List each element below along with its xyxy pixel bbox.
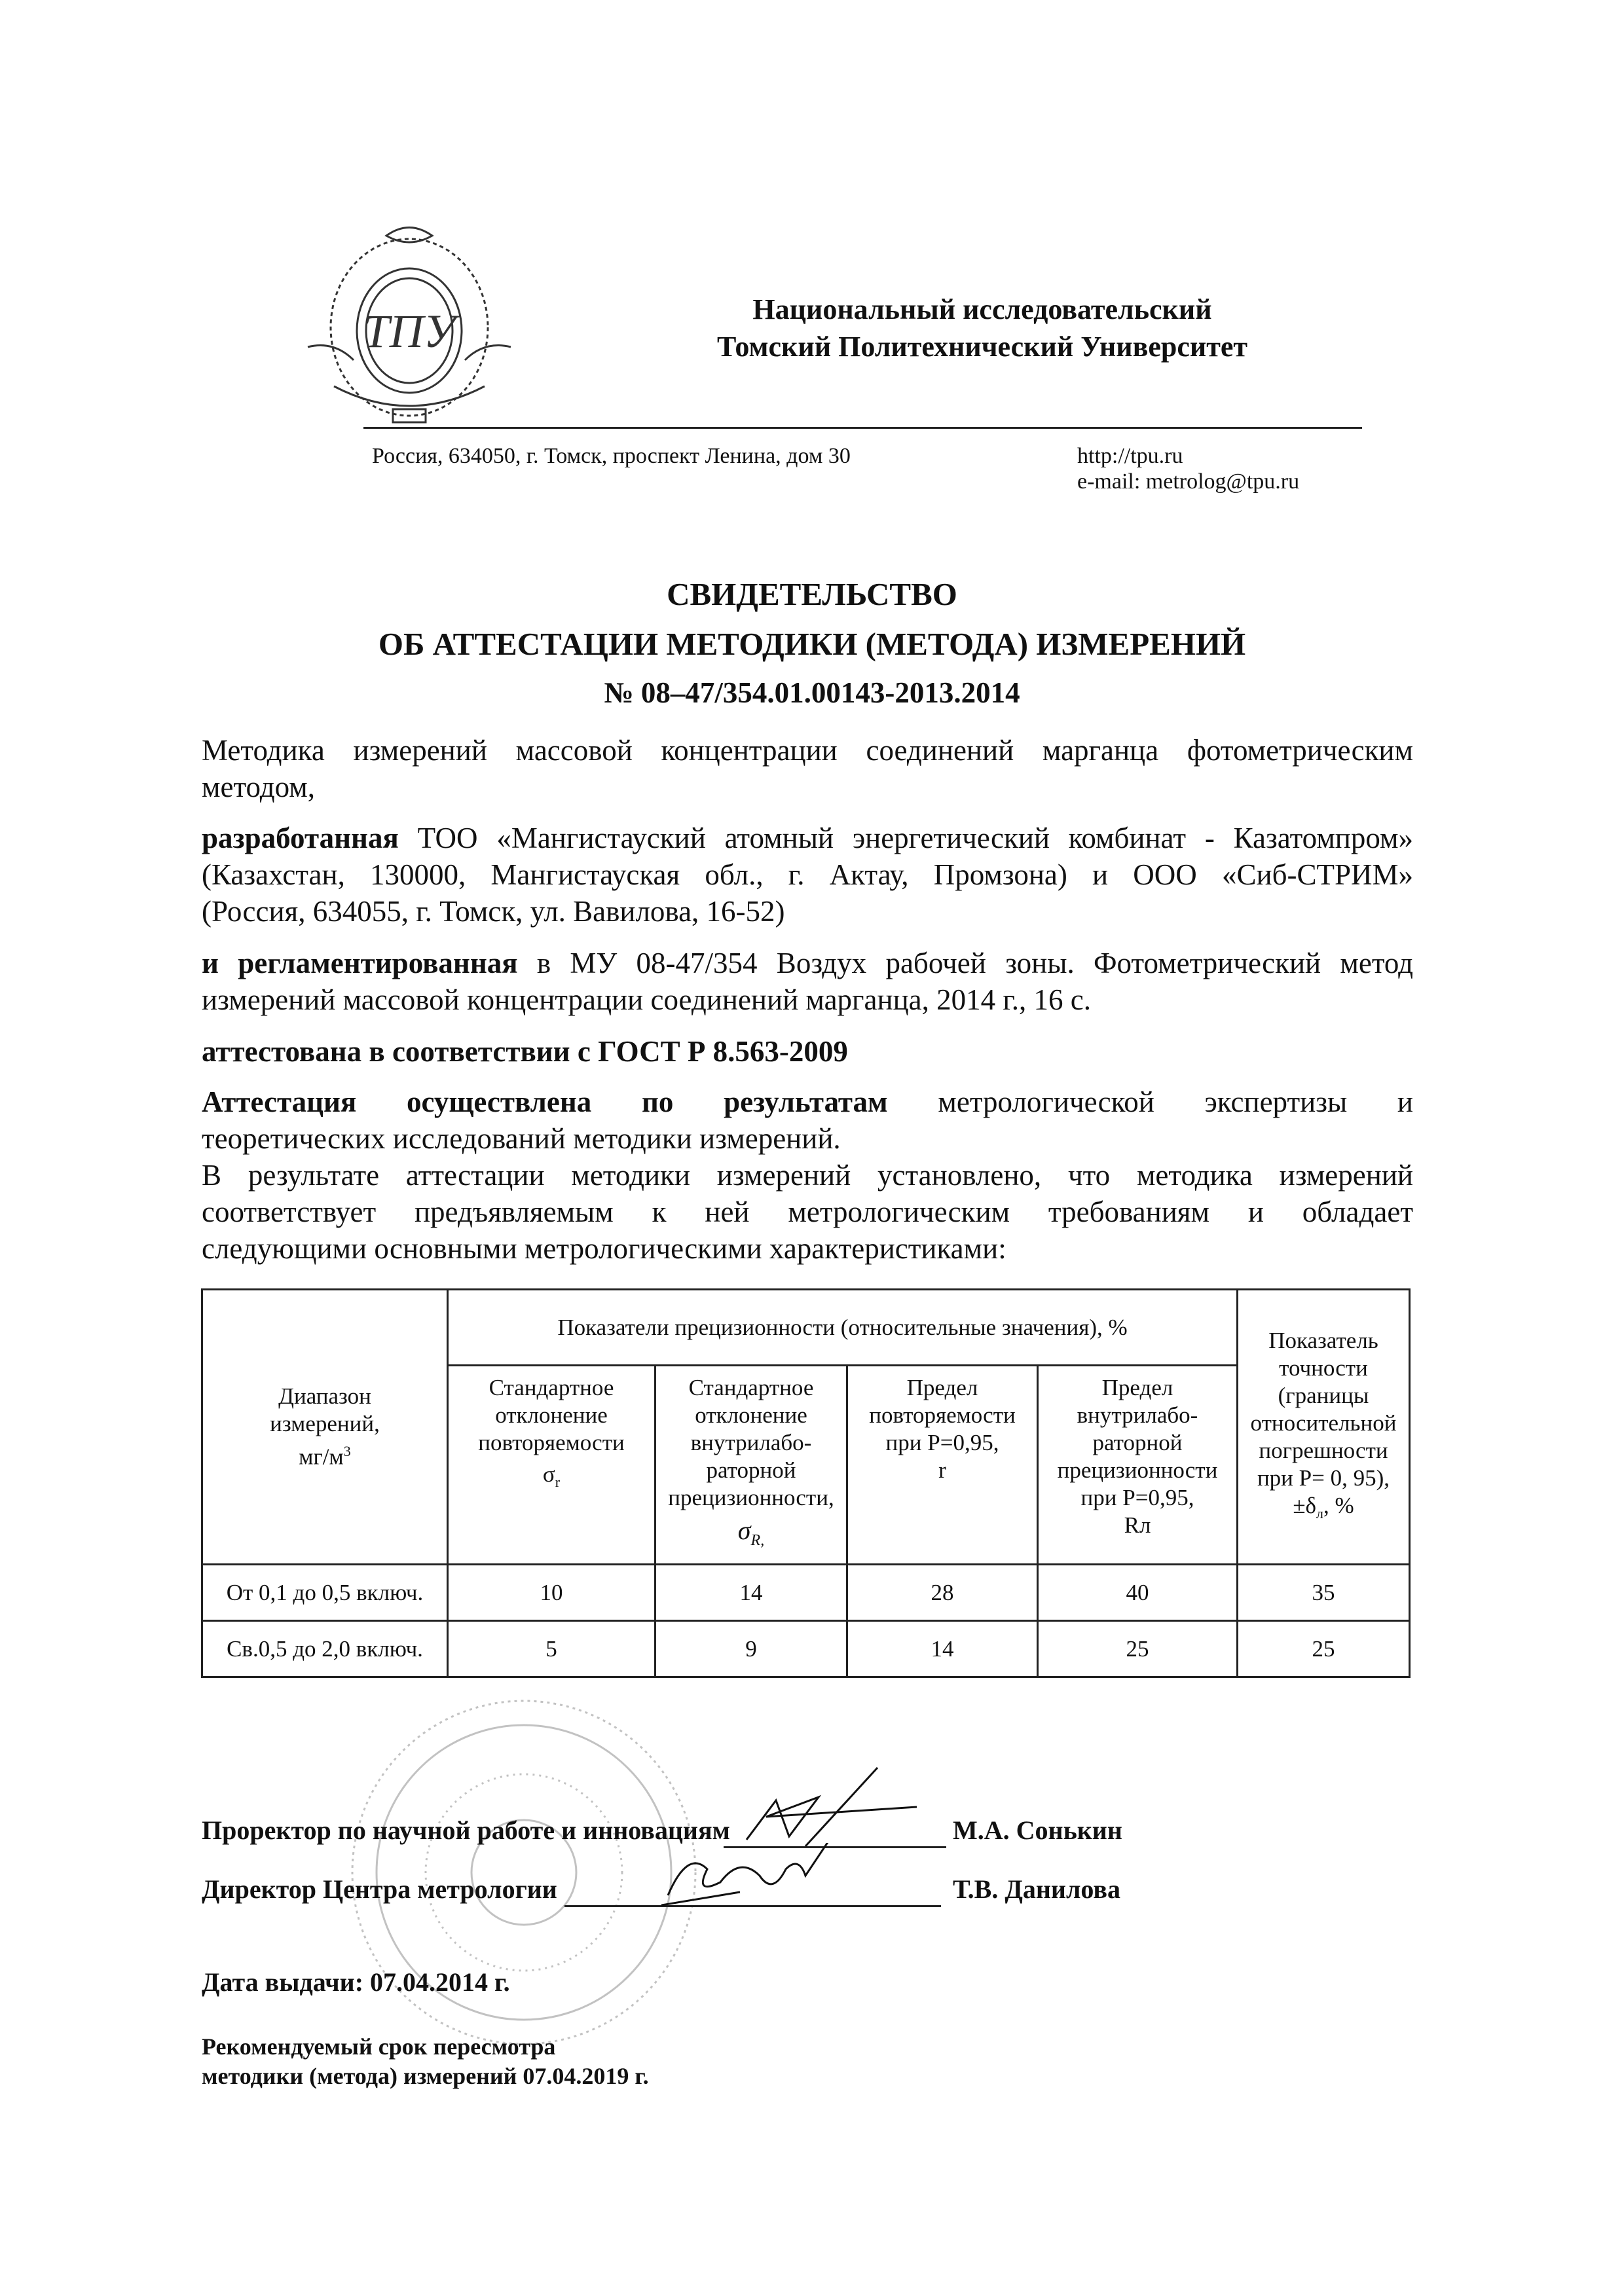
doc-title: СВИДЕТЕЛЬСТВО	[667, 576, 957, 612]
university-emblem-icon	[288, 216, 530, 432]
range-header-line: Диапазон	[278, 1383, 371, 1410]
regulation-doc: в МУ 08-47/354 Воздух рабочей зоны. Фотометрический метод	[536, 947, 1414, 979]
result-line3: следующими основными метрологическими характеристиками:	[202, 1232, 1006, 1265]
repeatability-limit-header: Предел повторяемости при P=0,95, r	[847, 1366, 1038, 1565]
org-name-line2: Томский Политехнический Университет	[717, 331, 1247, 363]
regulation-line2: измерений массовой концентрации соединений марганца, 2014 г., 16 с.	[202, 983, 1091, 1016]
range-cell: Св.0,5 до 2,0 включ.	[202, 1621, 448, 1677]
method-line2: методом,	[202, 771, 315, 803]
value-cell: 14	[847, 1621, 1038, 1677]
review-line2: методики (метода) измерений 07.04.2019 г.	[202, 2063, 649, 2089]
range-header-line: $мг/м^3$	[299, 1443, 351, 1470]
range-header-line: измерений,	[270, 1411, 380, 1437]
value-cell: 25	[1238, 1621, 1410, 1677]
metrology-table	[201, 1288, 1411, 1678]
regulation-label: и регламентированная	[202, 947, 518, 979]
result-line1: В результате аттестации методики измерений установлено, что методика измерений	[202, 1159, 1413, 1192]
email-link[interactable]: e-mail: metrolog@tpu.ru	[1077, 469, 1300, 494]
att-word: осуществлена	[406, 1085, 592, 1118]
attestation-line1	[202, 1084, 1413, 1121]
intralab-limit-header: Предел внутрилабо- раторной прецизионности при P=0,95, Rл	[1038, 1366, 1238, 1565]
table-row	[202, 1621, 1410, 1677]
svg-text:ТПУ: ТПУ	[363, 305, 456, 357]
header-rule	[363, 427, 1362, 429]
developer-line3: (Россия, 634055, г. Томск, ул. Вавилова, 16-52)	[202, 895, 785, 928]
signer2-name: Т.В. Данилова	[953, 1874, 1121, 1904]
value-cell: 14	[655, 1565, 847, 1621]
range-header-cell	[202, 1290, 448, 1565]
org-name-line1: Национальный исследовательский	[752, 293, 1212, 325]
range-cell: От 0,1 до 0,5 включ.	[202, 1565, 448, 1621]
signature-1-icon	[727, 1761, 936, 1853]
doc-number: № 08–47/354.01.00143-2013.2014	[604, 676, 1020, 709]
att-word: результатам	[724, 1085, 888, 1118]
att-word: Аттестация	[202, 1085, 357, 1118]
value-cell: 10	[448, 1565, 655, 1621]
value-cell: 35	[1238, 1565, 1410, 1621]
result-line2: соответствует предъявляемым к ней метрологическим требованиям и обладает	[202, 1195, 1413, 1228]
regulation-line1	[202, 945, 1413, 982]
doc-subtitle: ОБ АТТЕСТАЦИИ МЕТОДИКИ (МЕТОДА) ИЗМЕРЕНИЙ	[378, 626, 1246, 662]
attested-statement: аттестована в соответствии с ГОСТ Р 8.563-2009	[202, 1035, 848, 1068]
signer1-name: М.А. Сонькин	[953, 1815, 1122, 1845]
developer-label: разработанная	[202, 822, 399, 854]
signature-2-icon	[655, 1843, 864, 1915]
attestation-line2: теоретических исследований методики измерений.	[202, 1122, 841, 1155]
repeatability-sd-header: Стандартное отклонение повторяемости $\sigma_r$	[448, 1366, 655, 1565]
accuracy-header-cell: Показатель точности (границы относительной погрешности при P= 0, 95), $\pm\delta_л$, %	[1238, 1290, 1410, 1565]
att-word: и	[1397, 1085, 1413, 1118]
website-link[interactable]: http://tpu.ru	[1077, 444, 1183, 468]
developer-org: ТОО «Мангистауский атомный энергетический комбинат - Казатомпром»	[417, 822, 1413, 854]
value-cell: 5	[448, 1621, 655, 1677]
att-word: метрологической	[938, 1085, 1154, 1118]
address: Россия, 634050, г. Томск, проспект Ленина, дом 30	[372, 444, 851, 468]
developer-line2: (Казахстан, 130000, Мангистауская обл., г. Актау, Промзона) и ООО «Сиб-СТРИМ»	[202, 858, 1413, 891]
att-word: по	[641, 1085, 674, 1118]
seal-stamp-icon	[341, 1689, 707, 2056]
signer1-role: Проректор по научной работе и инновациям	[202, 1815, 730, 1845]
value-cell: 9	[655, 1621, 847, 1677]
value-cell: 25	[1038, 1621, 1238, 1677]
developer-line1	[202, 820, 1413, 857]
method-line1: Методика измерений массовой концентрации соединений марганца фотометрическим	[202, 734, 1413, 767]
review-line1: Рекомендуемый срок пересмотра	[202, 2033, 556, 2060]
precision-group-header: Показатели прецизионности (относительные значения), %	[448, 1290, 1238, 1366]
signer2-role: Директор Центра метрологии	[202, 1874, 557, 1904]
att-word: экспертизы	[1204, 1085, 1348, 1118]
value-cell: 40	[1038, 1565, 1238, 1621]
value-cell: 28	[847, 1565, 1038, 1621]
table-row	[202, 1565, 1410, 1621]
intralab-sd-header: Стандартное отклонение внутрилабо- раторной прецизионности, $\sigma_{R,}$	[655, 1366, 847, 1565]
issue-date: Дата выдачи: 07.04.2014 г.	[202, 1967, 510, 1997]
